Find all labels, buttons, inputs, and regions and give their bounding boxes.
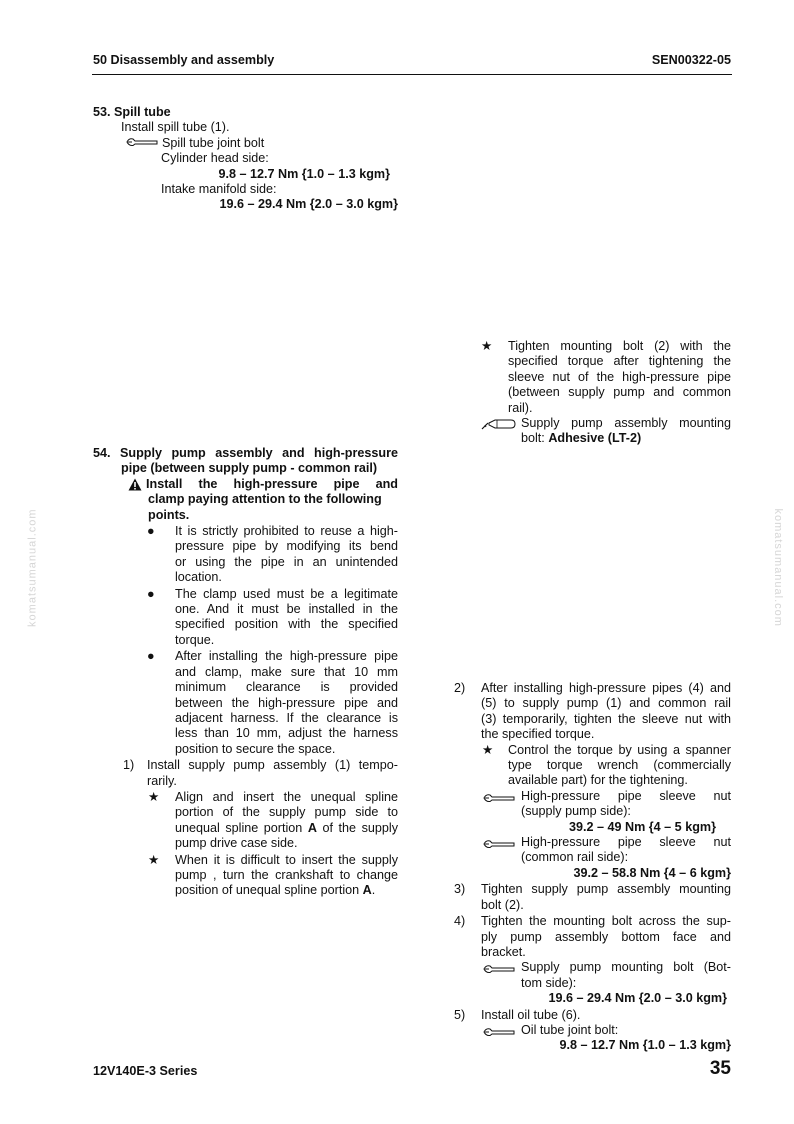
substep-1-star-2: [148, 852, 398, 899]
substep-2-line4: the specified torque.: [481, 727, 595, 742]
star-icon: ★: [148, 789, 160, 804]
adhesive-line1: Supply pump assembly mounting: [521, 416, 731, 431]
substep-3: [454, 882, 731, 913]
bullet-dot: ●: [147, 649, 155, 664]
bullet-1-line4: location.: [175, 570, 222, 585]
substep-2: [454, 681, 731, 743]
cylinder-head-torque: 9.8 – 12.7 Nm {1.0 – 1.3 kgm}: [218, 166, 390, 181]
t2-line2: (common rail side):: [521, 850, 629, 865]
step-54-title-line2: pipe (between supply pump - common rail): [121, 461, 378, 476]
tighten-note-line3: sleeve nut of the high-pressure pipe: [508, 369, 731, 384]
s2-star-line1: Control the torque by using a spanner: [508, 742, 731, 757]
bullet-2-line1: The clamp used must be a legitimate: [175, 586, 398, 601]
t4-torque: 9.8 – 12.7 Nm {1.0 – 1.3 kgm}: [559, 1038, 731, 1053]
bullet-1: [147, 524, 398, 586]
substep-2-line3: (3) temporarily, tighten the sleeve nut with: [481, 711, 731, 726]
t2-line1: High-pressure pipe sleeve nut: [521, 835, 731, 850]
s2-star-line2: type torque wrench (commercially: [508, 758, 731, 773]
substep-1-line1: Install supply pump assembly (1) tempo-: [147, 758, 398, 773]
bullet-3: [147, 649, 398, 757]
cylinder-head-label: Cylinder head side:: [161, 151, 269, 166]
adhesive-line2: bolt: Adhesive (LT-2): [521, 431, 642, 446]
star-2-line2: pump , turn the crankshaft to change: [175, 867, 398, 882]
intake-manifold-torque: 19.6 – 29.4 Nm {2.0 – 3.0 kgm}: [219, 197, 398, 212]
warning-line1: Install the high-pressure pipe and: [146, 476, 398, 491]
substep-2-line1: After installing high-pressure pipes (4) and: [481, 681, 731, 695]
header-rule: [92, 74, 732, 75]
substep-3-line2: bolt (2).: [481, 897, 524, 912]
t3-torque: 19.6 – 29.4 Nm {2.0 – 3.0 kgm}: [548, 991, 727, 1006]
t1-torque: 39.2 – 49 Nm {4 – 5 kgm}: [568, 819, 716, 834]
bullet-2-line3: specified position with the specified: [175, 617, 398, 632]
substep-4: [454, 914, 731, 960]
star-2-line3: position of unequal spline portion A.: [175, 883, 376, 898]
bullet-2-line2: one. And it must be installed in the: [175, 602, 398, 617]
substep-2-star: [482, 742, 731, 789]
tighten-note-line2: specified torque after tightening the: [508, 354, 731, 369]
star-1-line4: pump drive case side.: [175, 836, 298, 851]
star-1-line2: portion of the supply pump side to: [175, 805, 398, 820]
star-1-line1: Align and insert the unequal spline: [175, 789, 398, 804]
warning-triangle-icon: [128, 478, 142, 495]
t1-line1: High-pressure pipe sleeve nut: [521, 788, 731, 803]
tighten-note-line5: rail).: [508, 400, 533, 415]
bullet-1-line1: It is strictly prohibited to reuse a high-: [175, 524, 398, 539]
bullet-3-line5: adjacent harness. If the clearance is: [175, 710, 398, 725]
torque-spec-1: [521, 789, 731, 835]
torque-spec-4: [521, 1023, 731, 1054]
star-icon: ★: [482, 742, 494, 757]
star-icon: ★: [148, 852, 160, 867]
substep-1: [123, 758, 398, 789]
substep-4-line1: Tighten the mounting bolt across the sup-: [481, 914, 731, 929]
substep-1-line2: rarily.: [147, 773, 177, 788]
substep-1-star-1: [148, 789, 399, 852]
step-53: [93, 105, 398, 213]
right-bottom-block: [454, 681, 731, 1054]
star-2-line1: When it is difficult to insert the supply: [175, 852, 398, 867]
bullet-1-line3: or using the pipe in an unintended: [175, 554, 398, 569]
bullet-3-line1: After installing the high-pressure pipe: [175, 649, 398, 664]
substep-1-number: 1): [123, 758, 135, 773]
torque-wrench-icon: [483, 963, 515, 978]
watermark-left: komatsumanual.com: [26, 508, 39, 627]
right-top-block: [481, 339, 731, 447]
step-54-title-line1: 54. Supply pump assembly and high-pressure: [93, 446, 398, 460]
tighten-star-note: [481, 339, 731, 416]
bullet-dot: ●: [147, 524, 155, 539]
substep-2-line2: (5) to supply pump (1) and common rail: [481, 696, 731, 711]
t2-torque: 39.2 – 58.8 Nm {4 – 6 kgm}: [573, 865, 731, 880]
bullet-2-line4: torque.: [175, 632, 215, 647]
tighten-note-line1: Tighten mounting bolt (2) with the: [508, 339, 731, 353]
bullet-3-line4: between the high-pressure pipe and: [175, 695, 398, 710]
substep-3-number: 3): [454, 882, 466, 897]
bullet-2: [147, 586, 398, 649]
torque-wrench-icon: [483, 1026, 515, 1041]
substep-5-line1: Install oil tube (6).: [481, 1007, 581, 1022]
tighten-note-line4: (between supply pump and common: [508, 385, 731, 400]
step-53-title: 53. Spill tube: [93, 105, 171, 119]
torque-wrench-icon: [126, 136, 158, 151]
bullet-dot: ●: [147, 586, 155, 601]
substep-4-number: 4): [454, 914, 466, 929]
torque-line: [126, 136, 398, 151]
substep-4-line3: bracket.: [481, 944, 526, 959]
step-54: [93, 446, 398, 899]
watermark-right: komatsumanual.com: [771, 508, 784, 627]
warning-block: [128, 477, 398, 523]
step-53-instruction: Install spill tube (1).: [121, 120, 230, 135]
substep-4-line2: ply pump assembly bottom face and: [481, 929, 731, 944]
t4-line1: Oil tube joint bolt:: [521, 1022, 619, 1037]
bullet-1-line2: pressure pipe by modifying its bend: [175, 539, 398, 554]
intake-manifold-label: Intake manifold side:: [161, 182, 277, 197]
substep-2-number: 2): [454, 681, 466, 695]
torque-wrench-icon: [483, 792, 515, 807]
t3-line1: Supply pump mounting bolt (Bot-: [521, 960, 731, 975]
adhesive-tube-icon: [481, 418, 517, 434]
star-icon: ★: [481, 339, 493, 353]
star-1-line3: unequal spline portion A of the supply: [175, 820, 399, 835]
bullet-3-line6: less than 10 mm, adjust the harness: [175, 726, 398, 741]
page-number: 35: [709, 1058, 731, 1079]
substep-5: [454, 1007, 731, 1023]
adhesive-note: [521, 416, 731, 447]
footer-series: 12V140E-3 Series: [93, 1064, 198, 1078]
torque-spec-3: [521, 960, 731, 1006]
substep-3-line1: Tighten supply pump assembly mounting: [481, 882, 731, 897]
warning-line3: points.: [148, 507, 190, 522]
spill-tube-bolt-label: Spill tube joint bolt: [162, 135, 265, 150]
t3-line2: tom side):: [521, 975, 577, 990]
s2-star-line3: available part) for the tightening.: [508, 773, 688, 788]
t1-line2: (supply pump side):: [521, 804, 631, 819]
section-title: 50 Disassembly and assembly: [93, 53, 275, 67]
document-code: SEN00322-05: [651, 53, 731, 67]
warning-line2: clamp paying attention to the following: [148, 492, 382, 507]
bullet-3-line2: and clamp, make sure that 10 mm: [175, 664, 398, 679]
bullet-3-line7: position to secure the space.: [175, 741, 336, 756]
torque-spec-2: [521, 835, 731, 881]
substep-5-number: 5): [454, 1007, 466, 1022]
bullet-3-line3: minimum clearance is provided: [175, 680, 398, 695]
torque-wrench-icon: [483, 838, 515, 853]
